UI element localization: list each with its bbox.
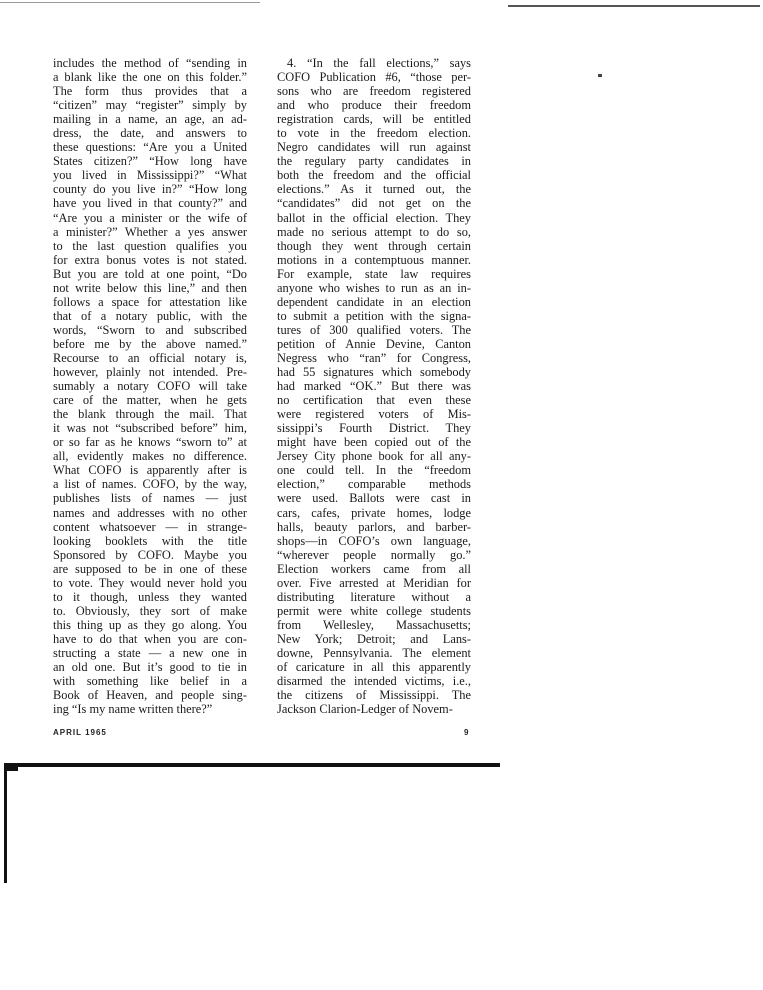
text-line: structing a state — a new one in [53,645,247,660]
text-line: might have been copied out of the [277,435,471,450]
text-line: these questions: “Are you a United [53,140,247,155]
text-line: follows a space for attestation like [53,294,247,309]
text-line: Jersey City phone book for all any- [277,449,471,464]
text-line: before me by the above named.” [53,336,247,351]
text-line: were used. Ballots were cast in [277,491,471,506]
text-line: made no serious attempt to do so, [277,224,471,239]
text-line: sumably a notary COFO will take [53,379,247,394]
text-line: however, plainly not intended. Pre- [53,365,247,380]
text-line: includes the method of “sending in [53,56,247,70]
text-line: Negress who “ran” for Congress, [277,350,471,365]
text-column-left [53,56,247,716]
text-line: of caricature in all this apparently [277,660,471,675]
page-edge-vertical [4,763,7,883]
text-line: elections.” As it turned out, the [277,182,471,197]
text-line: no certification that even these [277,393,471,408]
text-line: permit were white college students [277,603,471,618]
text-line: content whatsoever — in strange- [53,519,247,534]
text-line: downe, Pennsylvania. The element [277,645,471,660]
footer-date: APRIL 1965 [53,728,107,737]
text-line: names and addresses with no other [53,505,247,520]
text-line: not write below this line,” and then [53,280,247,295]
text-line: 4. “In the fall elections,” says [287,56,471,70]
text-line: “citizen” may “register” simply by [53,98,247,113]
text-line: sons who are freedom registered [277,84,471,99]
text-line: “candidates” did not get on the [277,196,471,211]
text-line: have you lived in that county?” and [53,196,247,211]
text-line: COFO Publication #6, “those per- [277,70,471,85]
text-line: mailing in a name, an age, an ad- [53,112,247,127]
text-line: shops—in COFO’s own language, [277,533,471,548]
text-line: Book of Heaven, and people sing- [53,688,247,703]
text-line: disarmed the intended victims, i.e., [277,674,471,689]
text-line: But you are told at one point, “Do [53,266,247,281]
text-line: What COFO is apparently after is [53,463,247,478]
text-line: one could tell. In the “freedom [277,463,471,478]
text-line: you lived in Mississippi?” “What [53,168,247,183]
page-number: 9 [464,728,469,737]
text-line: over. Five arrested at Meridian for [277,575,471,590]
text-line: were registered voters of Mis- [277,407,471,422]
text-line: Election workers came from all [277,561,471,576]
text-line: dress, the date, and answers to [53,126,247,141]
text-line: cars, cafes, private homes, lodge [277,505,471,520]
text-line: to vote in the freedom election. [277,126,471,141]
text-line: Recourse to an official notary is, [53,350,247,365]
text-line: petition of Annie Devine, Canton [277,336,471,351]
text-line: distributing literature without a [277,589,471,604]
text-line: to. Obviously, they sort of make [53,603,247,618]
top-scan-rule-left [0,2,260,3]
page-edge-corner [4,763,18,771]
text-line: the citizens of Mississippi. The [277,688,471,703]
text-line: had marked “OK.” But there was [277,379,471,394]
text-line: looking booklets with the title [53,533,247,548]
text-line: an old one. But it’s good to tie in [53,660,247,675]
text-line: for extra bonus votes is not stated. [53,252,247,267]
text-line: it was not “subscribed before” him, [53,421,247,436]
text-line: had 55 signatures which somebody [277,365,471,380]
text-line: The form thus provides that a [53,84,247,99]
text-line: a minister?” Whether a yes answer [53,224,247,239]
text-line: a blank like the one on this folder.” [53,70,247,85]
page-edge-horizontal [4,763,500,767]
text-line: the blank through the mail. That [53,407,247,422]
text-line: a list of names. COFO, by the way, [53,477,247,492]
text-column-right [277,56,471,716]
text-line: all, evidently makes no difference. [53,449,247,464]
text-line: “Are you a minister or the wife of [53,210,247,225]
text-line: election,” comparable methods [277,477,471,492]
text-line: publishes lists of names — just [53,491,247,506]
text-line: motions in a contemptuous manner. [277,252,471,267]
text-line: “wherever people normally go.” [277,547,471,562]
text-line: dependent candidate in an election [277,294,471,309]
text-line: sissippi’s Fourth District. They [277,421,471,436]
text-line: county do you live in?” “How long [53,182,247,197]
text-line: both the freedom and the official [277,168,471,183]
text-line: to vote. They would never hold you [53,575,247,590]
text-line: words, “Sworn to and subscribed [53,322,247,337]
text-line: care of the matter, when he gets [53,393,247,408]
text-line: ballot in the official election. They [277,210,471,225]
text-line: Sponsored by COFO. Maybe you [53,547,247,562]
text-line: tures of 300 qualified voters. The [277,322,471,337]
text-line: anyone who wishes to run as an in- [277,280,471,295]
text-line: to it though, unless they wanted [53,589,247,604]
text-line: halls, beauty parlors, and barber- [277,519,471,534]
text-line: New York; Detroit; and Lans- [277,631,471,646]
text-line: though they went through certain [277,238,471,253]
text-line: this thing up as they go along. You [53,617,247,632]
text-line: to the last question qualifies you [53,238,247,253]
text-line: For example, state law requires [277,266,471,281]
text-line: have to do that when you are con- [53,631,247,646]
text-line: to submit a petition with the signa- [277,308,471,323]
text-line: with something like belief in a [53,674,247,689]
text-line: or so far as he knows “sworn to” at [53,435,247,450]
text-line: from Wellesley, Massachusetts; [277,617,471,632]
top-scan-rule-right [508,5,760,7]
text-line: are supposed to be in one of these [53,561,247,576]
text-line: Jackson Clarion-Ledger of Novem- [277,702,453,717]
stray-mark [598,74,602,77]
text-line: ing “Is my name written there?” [53,702,213,717]
text-line: and who produce their freedom [277,98,471,113]
text-line: that of a notary public, with the [53,308,247,323]
text-line: Negro candidates will run against [277,140,471,155]
text-line: registration cards, will be entitled [277,112,471,127]
text-line: the regulary party candidates in [277,154,471,169]
text-line: States citizen?” “How long have [53,154,247,169]
